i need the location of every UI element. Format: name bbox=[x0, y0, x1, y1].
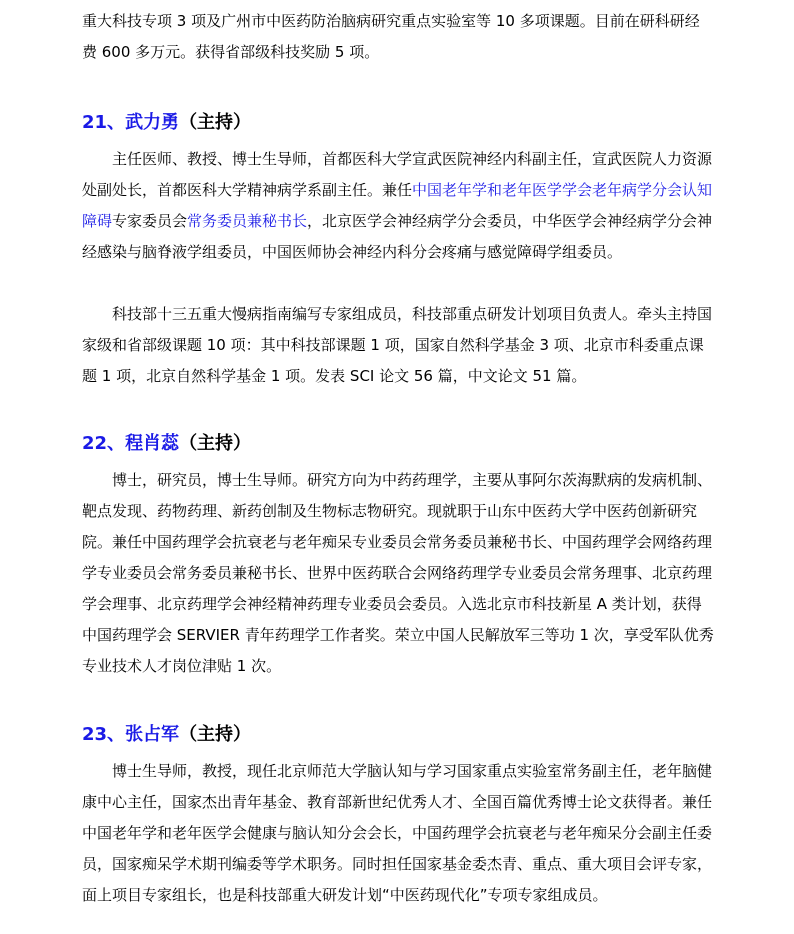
bio-text: 专家委员会 bbox=[112, 212, 188, 230]
role-label: （主持） bbox=[179, 112, 252, 133]
section-heading-23 bbox=[82, 722, 251, 748]
section-number: 22、 bbox=[82, 433, 126, 454]
bio-paragraph: 博士生导师，教授，现任北京师范大学脑认知与学习国家重点实验室常务副主任，老年脑健康中心主任，国家杰出青年基金、教育部新世纪优秀人才、全国百篇优秀博士论文获得者。兼任中国老年学和老年医学会健康与脑认知分会会长，中国药理学会抗衰老与老年痴呆分会副主任委员，国家痴呆学术期刊编委等学术职务。同时担任国家基金委杰青、重点、重大项目会评专家，面上项目专家组长，也是科技部重大研发计划“中医药现代化”专项专家组成员。 bbox=[82, 762, 713, 904]
role-label: （主持） bbox=[179, 724, 252, 745]
bio-text: 主任医师、教授、博士生导师，首都医科大学宣武医院神经内科副主任，宣武医院人力资源处副处长，首都医科大学精神病学系副主任。兼任 bbox=[82, 150, 713, 199]
role-label: （主持） bbox=[179, 433, 252, 454]
bio-paragraph: 博士，研究员，博士生导师。研究方向为中药药理学，主要从事阿尔茨海默病的发病机制、靶点发现、药物药理、新药创制及生物标志物研究。现就职于山东中医药大学中医药创新研究院。兼任中国药理学会抗衰老与老年痴呆专业委员会常务委员兼秘书长、中国药理学会网络药理学专业委员会常务委员兼秘书长、世界中医药联合会网络药理学专业委员会常务理事、北京药理学会理事、北京药理学会神经精神药理专业委员会委员。入选北京市科技新星 A 类计划，获得中国药理学会 SERVIER 青年药理学工作者奖。荣立中国人民解放军三等功 1 次，享受军队优秀专业技术人才岗位津贴 1 次。 bbox=[82, 471, 714, 675]
position-link[interactable]: 常务委员兼秘书长 bbox=[187, 212, 308, 230]
research-paragraph: 科技部十三五重大慢病指南编写专家组成员，科技部重点研发计划项目负责人。牵头主持国家级和省部级课题 10 项：其中科技部课题 1 项，国家自然科学基金 3 项、北京市科委重点课题 1 项，北京自然科学基金 1 项。发表 SCI 论文 56 篇，中文论文 51 篇。 bbox=[82, 305, 713, 385]
person-name: 程肖蕊 bbox=[125, 433, 180, 454]
person-name: 张占军 bbox=[125, 724, 180, 745]
bio-paragraph bbox=[82, 144, 714, 268]
bio-text: ，北京医学会神经病学分会委员，中华医学会神经病学分会神经感染与脑脊液学组委员，中国医师协会神经内科分会疼痛与感觉障碍学组委员。 bbox=[82, 212, 713, 261]
section-number: 23、 bbox=[82, 724, 126, 745]
section-heading-21 bbox=[82, 110, 251, 136]
continuation-paragraph: 重大科技专项 3 项及广州市中医药防治脑病研究重点实验室等 10 多项课题。目前在研科研经费 600 多万元。获得省部级科技奖励 5 项。 bbox=[82, 12, 700, 61]
person-name: 武力勇 bbox=[125, 112, 180, 133]
section-number: 21、 bbox=[82, 112, 126, 133]
section-heading-22 bbox=[82, 431, 251, 457]
society-link[interactable]: 中国老年学和老年医学学会老年病学分会认知障碍 bbox=[82, 181, 713, 230]
